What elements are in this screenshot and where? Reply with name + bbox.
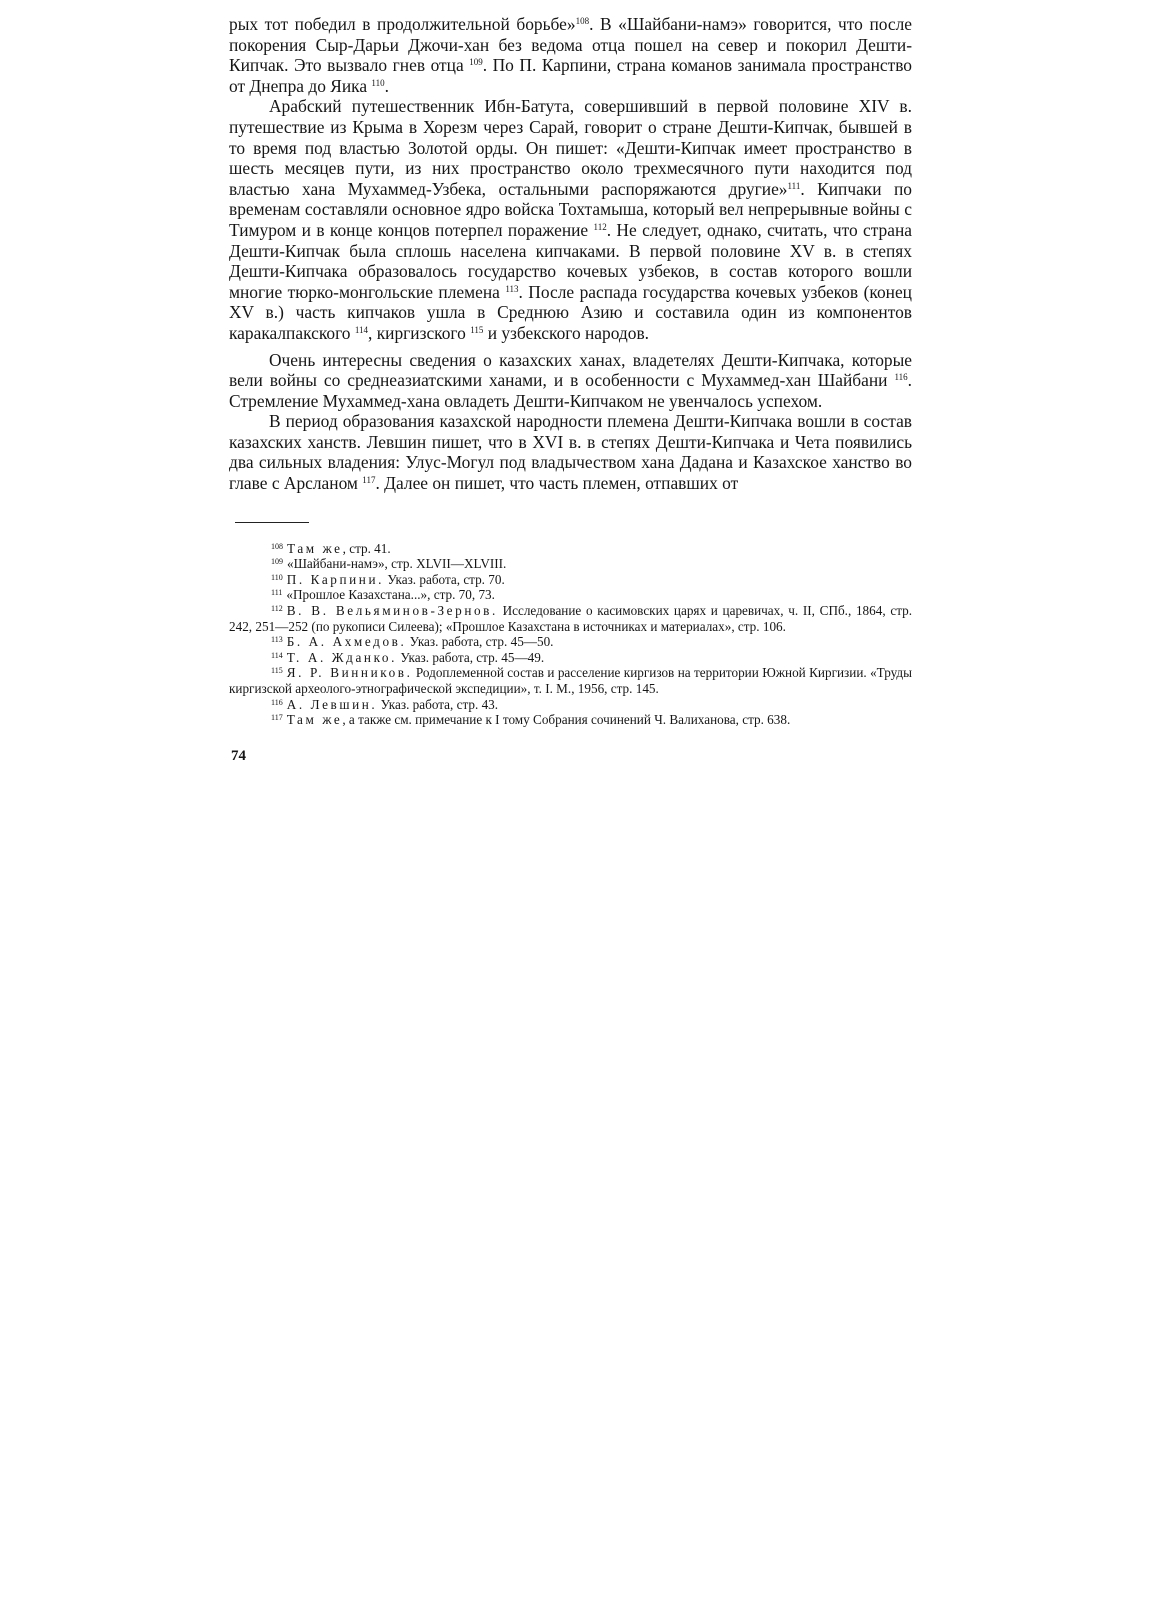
text-run: Указ. работа, стр. 43. bbox=[377, 696, 499, 712]
text-run: . В «Шайбани-намэ» говорится, что после покорения Сыр-Дарьи Джочи-хан без ведома отца пошел на север и покорил Дешти-Кипчак. Это вызвало гнев отца bbox=[229, 14, 913, 76]
paragraph bbox=[229, 411, 912, 493]
spaced-author: Т. А. Жданко. bbox=[286, 649, 398, 665]
text-run: , стр. 41. bbox=[342, 540, 391, 556]
text-run: рых тот победил в продолжительной борьбе» bbox=[229, 14, 576, 34]
text-run: и узбекского народов. bbox=[483, 322, 650, 343]
text-run: . Далее он пишет, что часть племен, отпавших от bbox=[375, 473, 739, 494]
main-text bbox=[229, 14, 912, 494]
paragraph bbox=[229, 14, 912, 96]
paragraph bbox=[229, 350, 912, 412]
footnote-ref: 109 bbox=[469, 57, 483, 68]
text-run: Указ. работа, стр. 45—50. bbox=[406, 634, 554, 650]
text-run: Арабский путешественник Ибн-Батута, совершивший в первой половине XIV в. путешествие из Крыма в Хорезм через Сарай, говорит о стране Дешти-Кипчак, бывшей в то время под властью Золотой орды. Он пишет: «Дешти-Кипчак имеет пространство в шесть месяцев пути, из них пространство около трехмесячного пути находится под властью хана Мухаммед-Узбека, остальными распоряжаются другие» bbox=[229, 96, 912, 199]
spaced-author: Я. Р. Винников. bbox=[286, 665, 413, 681]
footnote-number: 110 bbox=[271, 572, 283, 582]
footnote-number: 108 bbox=[271, 541, 283, 551]
footnote-number: 115 bbox=[271, 666, 283, 676]
paragraph bbox=[229, 96, 912, 343]
text-run: Указ. работа, стр. 45—49. bbox=[397, 649, 545, 665]
text-run: , киргизского bbox=[368, 322, 471, 343]
text-run: Указ. работа, стр. 70. bbox=[384, 571, 505, 587]
footnote bbox=[229, 665, 912, 696]
footnote-number: 117 bbox=[271, 713, 283, 723]
footnote-ref: 117 bbox=[362, 475, 376, 486]
footnote-ref: 111 bbox=[787, 180, 801, 191]
spaced-author: В. В. Вельяминов-Зернов. bbox=[286, 603, 498, 619]
footnote-ref: 108 bbox=[575, 16, 590, 26]
text-run: Очень интересны сведения о казахских ханах, владетелях Дешти-Кипчака, которые вели войны со среднеазиатскими ханами, и в особенности с Мухаммед-хан Шайбани bbox=[229, 349, 912, 391]
footnote bbox=[229, 587, 912, 603]
footnote-ref: 116 bbox=[894, 372, 908, 383]
text-run: . Не следует, однако, считать, что страна Дешти-Кипчак была сплошь населена кипчаками. В первой половине XV в. в степях Дешти-Кипчака образовалось государство кочевых узбеков, в состав которого вошли многие тюрко-монгольские племена bbox=[229, 219, 912, 302]
footnote-number: 116 bbox=[271, 697, 283, 707]
spaced-author: А. Левшин. bbox=[286, 696, 378, 712]
spaced-author: Б. А. Ахмедов. bbox=[286, 634, 407, 650]
text-run: . После распада государства кочевых узбеков (конец XV в.) часть кипчаков ушла в Среднюю Азию и составила один из компонентов каракалпакского bbox=[229, 281, 912, 343]
footnote-ref: 112 bbox=[593, 221, 607, 232]
text-run: «Прошлое Казахстана...», стр. 70, 73. bbox=[286, 587, 495, 603]
footnote bbox=[229, 603, 912, 634]
spaced-author: Там же bbox=[286, 712, 343, 728]
footnote bbox=[229, 541, 912, 557]
footnote bbox=[229, 556, 912, 572]
footnote-ref: 115 bbox=[470, 324, 484, 335]
footnote-ref: 114 bbox=[354, 324, 368, 335]
text-run: , а также см. примечание к I тому Собрания сочинений Ч. Валиханова, стр. 638. bbox=[342, 712, 791, 728]
text-run: . По П. Карпини, страна команов занимала пространство от Днепра до Яика bbox=[229, 55, 912, 96]
text-run: В период образования казахской народности племена Дешти-Кипчака вошли в состав казахских ханств. Левшин пишет, что в XVI в. в степях Дешти-Кипчака и Чета появились два сильных владения: Улус-Могул под владычеством хана Дадана и Казахское ханство во главе с Арсланом bbox=[229, 411, 912, 494]
footnote-ref: 110 bbox=[371, 77, 385, 88]
page-number: 74 bbox=[231, 747, 246, 764]
footnote bbox=[229, 572, 912, 588]
book-page bbox=[229, 14, 912, 765]
footnote-number: 109 bbox=[271, 557, 283, 567]
spaced-author: П. Карпини. bbox=[286, 571, 385, 587]
text-run: Родоплеменной состав и расселение киргизов на территории Южной Киргизии. «Труды киргизской археолого-этнографической экспедиции», т. I. М., 1956, стр. 145. bbox=[229, 665, 912, 696]
footnotes bbox=[229, 541, 912, 728]
footnote-number: 113 bbox=[271, 635, 283, 645]
text-run: Исследование о касимовских царях и царевичах, ч. II, СПб., 1864, стр. 242, 251—252 (по рукописи Силеева); «Прошлое Казахстана в источниках и материалах», стр. 106. bbox=[229, 603, 913, 634]
footnote-number: 112 bbox=[271, 604, 283, 614]
footnote bbox=[229, 697, 912, 713]
footnote-ref: 113 bbox=[505, 283, 519, 294]
footnote-divider bbox=[235, 522, 309, 523]
footnote bbox=[229, 712, 912, 728]
text-run: . bbox=[384, 75, 389, 96]
spaced-author: Там же bbox=[287, 540, 343, 556]
text-run: . Стремление Мухаммед-хана овладеть Дешти-Кипчаком не увенчалось успехом. bbox=[229, 370, 912, 411]
footnote bbox=[229, 650, 912, 666]
footnote-number: 114 bbox=[271, 650, 283, 660]
text-run: «Шайбани-намэ», стр. XLVII—XLVIII. bbox=[287, 556, 507, 572]
text-run: . Кипчаки по временам составляли основное ядро войска Тохтамыша, который вел непрерывные войны с Тимуром и в конце концов потерпел поражение bbox=[229, 178, 912, 240]
footnote bbox=[229, 634, 912, 650]
footnote-number: 111 bbox=[271, 588, 283, 598]
